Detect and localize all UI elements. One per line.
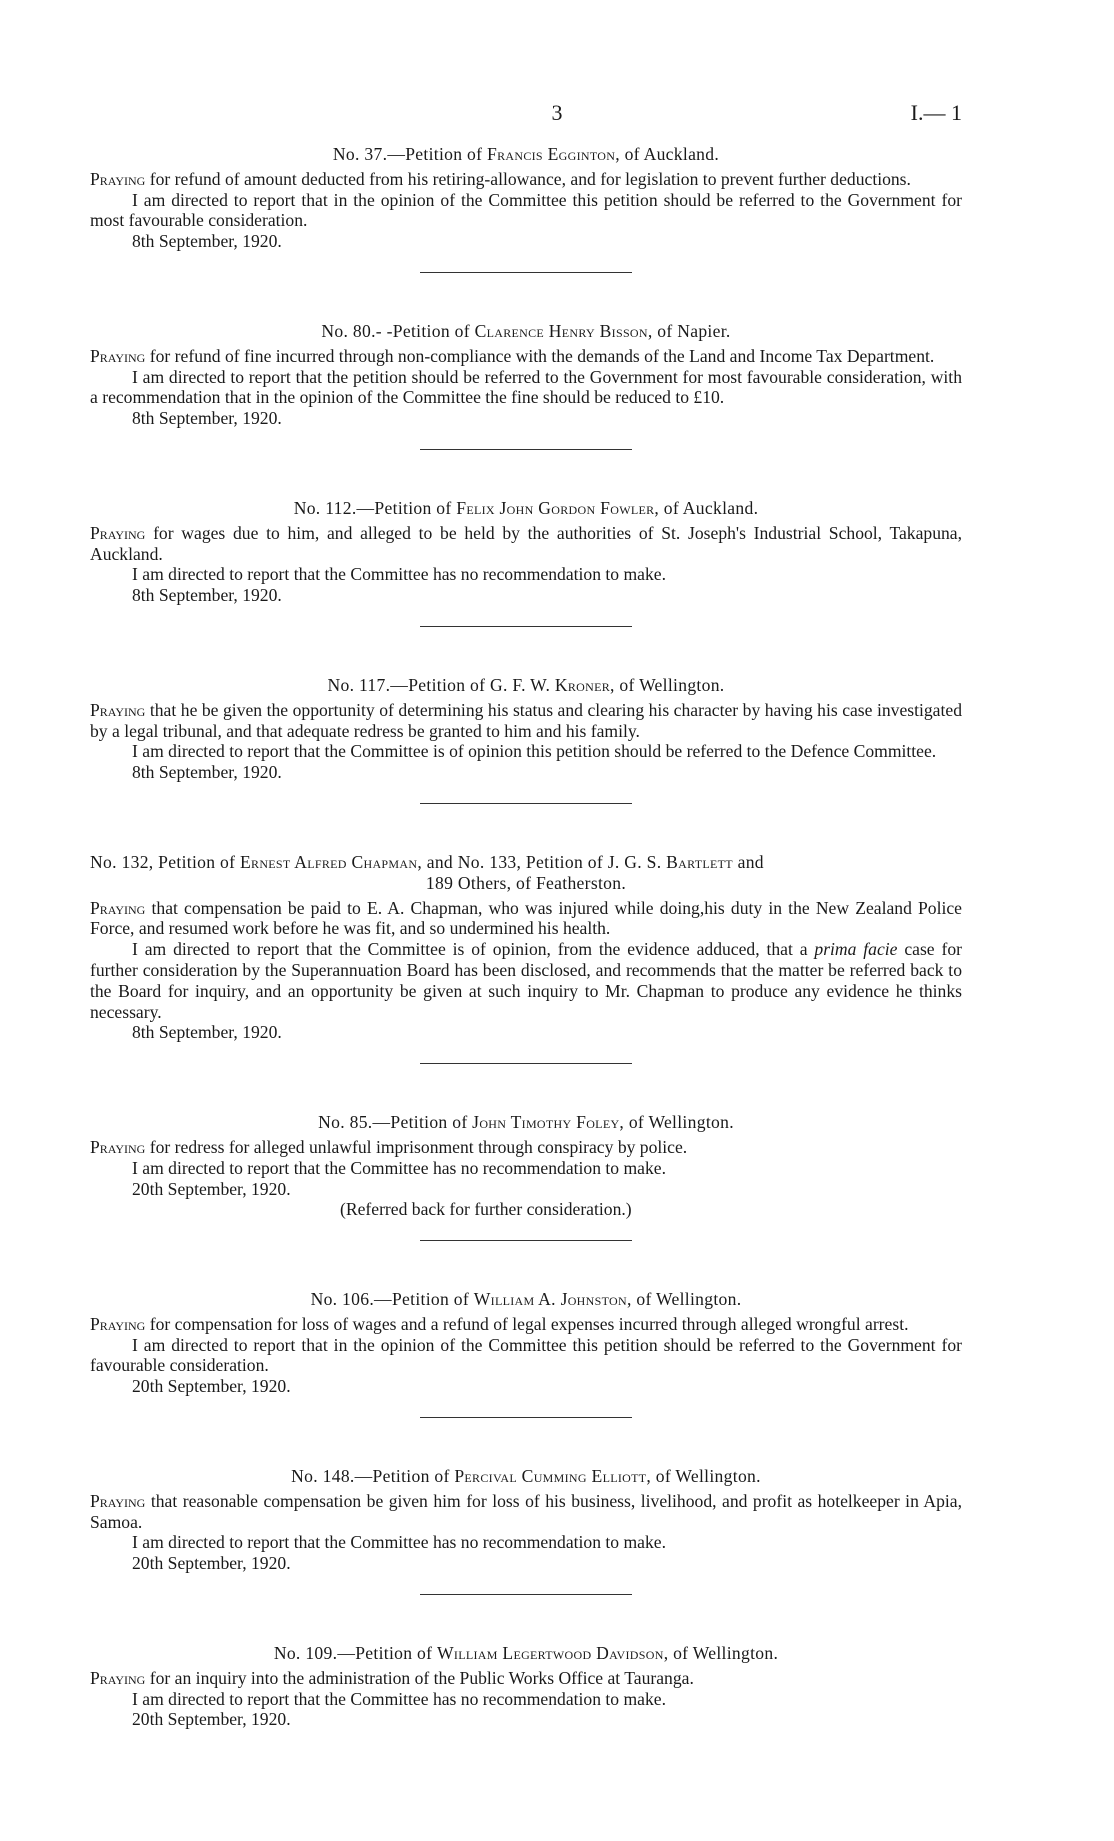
report-text: I am directed to report that the Committee is of opinion, from the evidence adduced, that a bbox=[132, 939, 815, 960]
heading-prefix: No. 80.- -Petition of bbox=[321, 320, 475, 341]
petitioner-name: Ernest Alfred Chapman bbox=[239, 851, 418, 872]
report-date: 8th September, 1920. bbox=[132, 408, 282, 429]
petitioner-name: Bartlett bbox=[666, 851, 733, 872]
petition-heading bbox=[90, 321, 962, 342]
report-italic: prima facie bbox=[814, 939, 898, 960]
section-divider bbox=[420, 1594, 632, 1595]
petitioner-name: Percival Cumming Elliott bbox=[454, 1466, 647, 1487]
report-paragraph: I am directed to report that the Committee has no recommendation to make. bbox=[132, 1157, 666, 1178]
petition-heading bbox=[90, 1643, 962, 1664]
petition-entry bbox=[90, 498, 962, 627]
petition-heading bbox=[90, 675, 962, 696]
petition-entry bbox=[90, 1643, 962, 1730]
praying-paragraph bbox=[90, 1314, 962, 1335]
report-date: 8th September, 1920. bbox=[132, 585, 282, 606]
section-divider bbox=[420, 1417, 632, 1418]
praying-text: for redress for alleged unlawful imprisonment through conspiracy by police. bbox=[145, 1136, 688, 1157]
petitioner-name: John Timothy Foley bbox=[472, 1112, 620, 1133]
petition-heading bbox=[90, 1466, 962, 1487]
praying-text: that he be given the opportunity of determining his status and clearing his character by having his case investigated by a legal tribunal, and that adequate redress be granted to him and his family. bbox=[90, 699, 962, 741]
heading-prefix: No. 106.—Petition of bbox=[310, 1289, 474, 1310]
report-paragraph: I am directed to report that the petition should be referred to the Government for most favourable consideration, with a recommendation that in the opinion of the Committee the fine should be reduced to £10. bbox=[90, 366, 962, 408]
report-date: 8th September, 1920. bbox=[132, 1022, 282, 1043]
report-text: case for further consideration by the Superannuation Board has been disclosed, and recommends that the matter be referred back to the Board for inquiry, and an opportunity be given at such inquiry to Mr. Chapman to produce any evidence he thinks necessary. bbox=[90, 939, 962, 1022]
petitioner-name: Francis Egginton bbox=[487, 144, 616, 164]
praying-text: for refund of amount deducted from his retiring-allowance, and for legislation to prevent further deductions. bbox=[145, 168, 911, 189]
report-paragraph: I am directed to report that in the opinion of the Committee this petition should be referred to the Government for most favourable consideration. bbox=[90, 189, 962, 231]
petition-heading bbox=[90, 498, 962, 519]
praying-text: for refund of fine incurred through non-compliance with the demands of the Land and Income Tax Department. bbox=[145, 345, 935, 366]
petitioner-name: William Legertwood Davidson bbox=[437, 1643, 664, 1664]
petition-heading bbox=[90, 1112, 962, 1133]
heading-suffix: , of Auckland. bbox=[615, 144, 720, 164]
praying-text: for compensation for loss of wages and a refund of legal expenses incurred through alleged wrongful arrest. bbox=[145, 1313, 909, 1334]
petition-heading-line2: 189 Others, of Featherston. bbox=[425, 872, 627, 893]
heading-suffix: and bbox=[732, 851, 764, 872]
praying-paragraph bbox=[90, 1137, 962, 1158]
petitioner-name: Felix John Gordon Fowler bbox=[456, 497, 655, 518]
praying-label: Praying bbox=[90, 1490, 146, 1511]
report-date: 20th September, 1920. bbox=[132, 1178, 291, 1199]
section-divider bbox=[420, 626, 632, 627]
praying-paragraph bbox=[90, 346, 962, 367]
report-date: 20th September, 1920. bbox=[132, 1709, 291, 1730]
heading-suffix: , of Wellington. bbox=[619, 1112, 734, 1133]
petitioner-name: William A. Johnston bbox=[473, 1289, 627, 1310]
petition-entry bbox=[90, 1466, 962, 1595]
praying-label: Praying bbox=[90, 168, 146, 189]
petition-entry bbox=[90, 1112, 962, 1241]
report-date: 8th September, 1920. bbox=[132, 762, 282, 783]
heading-prefix: No. 148.—Petition of bbox=[291, 1466, 455, 1487]
petition-entry bbox=[90, 852, 962, 1064]
praying-label: Praying bbox=[90, 897, 146, 918]
petition-heading bbox=[90, 144, 962, 165]
petitions-body bbox=[90, 144, 962, 1730]
report-paragraph: I am directed to report that the Committee has no recommendation to make. bbox=[132, 564, 666, 585]
heading-prefix: No. 112.—Petition of bbox=[293, 497, 457, 518]
report-paragraph: I am directed to report that the Committee has no recommendation to make. bbox=[132, 1688, 666, 1709]
praying-paragraph bbox=[90, 1668, 962, 1689]
paper-reference: I.— 1 bbox=[910, 100, 962, 125]
report-paragraph: I am directed to report that the Committee has no recommendation to make. bbox=[132, 1532, 666, 1553]
praying-paragraph bbox=[90, 1491, 962, 1533]
praying-text: for an inquiry into the administration of the Public Works Office at Tauranga. bbox=[145, 1667, 694, 1688]
praying-label: Praying bbox=[90, 1136, 146, 1157]
petition-heading bbox=[90, 852, 962, 873]
praying-label: Praying bbox=[90, 522, 146, 543]
petitioner-name: G. F. W. Kroner bbox=[490, 674, 611, 695]
report-date: 8th September, 1920. bbox=[132, 231, 282, 252]
praying-label: Praying bbox=[90, 1313, 146, 1334]
section-divider bbox=[420, 1240, 632, 1241]
petition-heading bbox=[90, 1289, 962, 1310]
heading-suffix: , of Wellington. bbox=[610, 674, 725, 695]
report-date: 20th September, 1920. bbox=[132, 1553, 291, 1574]
heading-suffix: , of Wellington. bbox=[663, 1643, 779, 1664]
petition-entry bbox=[90, 675, 962, 804]
praying-label: Praying bbox=[90, 1667, 146, 1688]
heading-suffix: , of Napier. bbox=[647, 320, 731, 341]
section-divider bbox=[420, 803, 632, 804]
praying-paragraph bbox=[90, 169, 962, 190]
praying-paragraph bbox=[90, 898, 962, 940]
praying-text: that reasonable compensation be given him for loss of his business, livelihood, and profit as hotelkeeper in Apia, Samoa. bbox=[90, 1490, 962, 1532]
praying-label: Praying bbox=[90, 699, 146, 720]
section-divider bbox=[420, 272, 632, 273]
praying-text: that compensation be paid to E. A. Chapman, who was injured while doing,his duty in the New Zealand Police Force, and resumed work before he was fit, and so undermined his health. bbox=[90, 897, 962, 939]
petitioner-name: Clarence Henry Bisson bbox=[474, 320, 648, 341]
report-paragraph: I am directed to report that the Committee is of opinion this petition should be referred to the Defence Committee. bbox=[132, 741, 937, 762]
praying-label: Praying bbox=[90, 345, 146, 366]
petition-entry bbox=[90, 321, 962, 450]
report-date: 20th September, 1920. bbox=[132, 1376, 291, 1397]
heading-prefix: No. 109.—Petition of bbox=[273, 1643, 438, 1664]
page-number: 3 bbox=[551, 100, 563, 125]
heading-middle: , and No. 133, Petition of J. G. S. bbox=[417, 851, 667, 872]
heading-suffix: , of Wellington. bbox=[646, 1466, 761, 1487]
heading-prefix: No. 132, Petition of bbox=[90, 851, 240, 872]
heading-suffix: , of Auckland. bbox=[654, 497, 759, 518]
heading-prefix: No. 85.—Petition of bbox=[318, 1112, 473, 1133]
section-divider bbox=[420, 1063, 632, 1064]
heading-prefix: No. 117.—Petition of bbox=[327, 674, 490, 695]
report-paragraph bbox=[90, 939, 962, 1022]
petition-entry bbox=[90, 1289, 962, 1418]
section-divider bbox=[420, 449, 632, 450]
heading-prefix: No. 37.—Petition of bbox=[332, 144, 487, 164]
petition-entry bbox=[90, 144, 962, 273]
praying-paragraph bbox=[90, 523, 962, 565]
report-paragraph: I am directed to report that in the opinion of the Committee this petition should be referred to the Government for favourable consideration. bbox=[90, 1334, 962, 1376]
praying-text: for wages due to him, and alleged to be held by the authorities of St. Joseph's Industrial School, Takapuna, Auckland. bbox=[90, 522, 962, 564]
heading-suffix: , of Wellington. bbox=[626, 1289, 742, 1310]
referral-note: (Referred back for further consideration.) bbox=[340, 1199, 632, 1220]
praying-paragraph bbox=[90, 700, 962, 742]
